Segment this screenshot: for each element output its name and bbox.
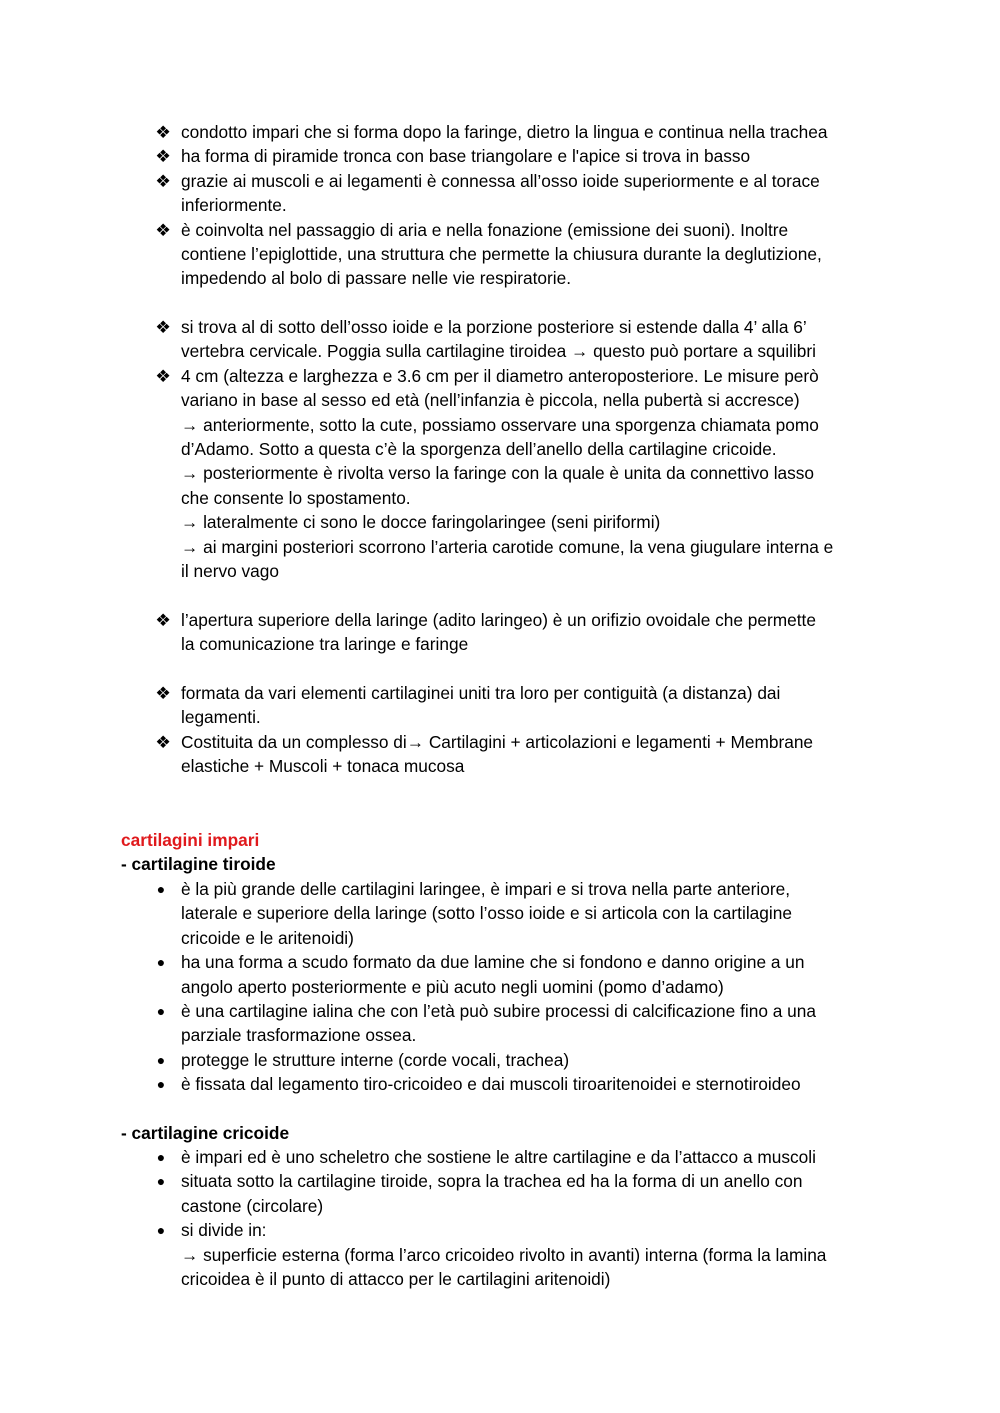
tiroide-heading: - cartilagine tiroide: [121, 854, 276, 874]
bullet-group-intro: [0, 120, 1000, 291]
section-title: cartilagini impari: [121, 830, 260, 850]
text-line: l’apertura superiore della laringe (adito laringeo) è un orifizio ovoidale che permette: [181, 610, 816, 630]
list-item: [0, 169, 1000, 218]
text-line: variano in base al sesso ed età (nell’infanzia è piccola, nella pubertà si accresce): [181, 390, 800, 411]
text-line: è una cartilagine ialina che con l’età può subire processi di calcificazione fino a una: [181, 1001, 816, 1022]
dot-bullet-icon: ●: [156, 1051, 166, 1068]
text-line: parziale trasformazione ossea.: [181, 1025, 417, 1046]
list-item: [0, 681, 1000, 730]
dot-bullet-icon: ●: [156, 1003, 166, 1020]
text-line: Costituita da un complesso di→ Cartilagini + articolazioni e legamenti + Membrane: [181, 731, 814, 752]
list-item: [0, 315, 1000, 364]
text-line: che consente lo spostamento.: [181, 487, 411, 508]
list-item: [0, 999, 1000, 1048]
text-line: è impari ed è uno scheletro che sostiene le altre cartilagine e da l’attacco a muscoli: [181, 1147, 816, 1167]
bullet-group-structure: [0, 681, 1000, 779]
text-line: la comunicazione tra laringe e faringe: [181, 634, 469, 655]
text-line: → ai margini posteriori scorrono l’arteria carotide comune, la vena giugulare interna e: [181, 536, 834, 557]
list-item: [0, 608, 1000, 657]
list-item: [0, 730, 1000, 779]
dot-bullet-icon: ●: [156, 1173, 166, 1190]
text-line: si divide in:: [181, 1220, 267, 1241]
list-item: [0, 1218, 1000, 1291]
cricoide-list: [0, 1145, 1000, 1291]
cricoide-heading: - cartilagine cricoide: [121, 1123, 290, 1143]
text-line: grazie ai muscoli e ai legamenti è connessa all’osso ioide superiormente e al torace: [181, 170, 820, 191]
text-line: ha forma di piramide tronca con base triangolare e l'apice si trova in basso: [181, 146, 751, 167]
text-line: si trova al di sotto dell’osso ioide e la porzione posteriore si estende dalla 4’ alla 6’: [181, 317, 807, 337]
diamond-bullet-icon: ❖: [155, 731, 171, 752]
text-line: protegge le strutture interne (corde vocali, trachea): [181, 1049, 570, 1070]
text-line: impedendo al bolo di passare nelle vie respiratorie.: [181, 268, 572, 289]
list-item: [0, 1048, 1000, 1072]
text-line: è fissata dal legamento tiro-cricoideo e dai muscoli tiroaritenoidei e sternotiroideo: [181, 1074, 801, 1095]
diamond-bullet-icon: ❖: [155, 683, 171, 703]
dot-bullet-icon: ●: [156, 1222, 166, 1239]
tiroide-list: [0, 877, 1000, 1097]
text-line: formata da vari elementi cartilaginei uniti tra loro per contiguità (a distanza) dai: [181, 683, 781, 703]
text-line: laterale e superiore della laringe (sotto l’osso ioide e si articola con la cartilagine: [181, 903, 792, 924]
diamond-bullet-icon: ❖: [155, 219, 171, 240]
diamond-bullet-icon: ❖: [155, 122, 171, 142]
list-item: [0, 120, 1000, 144]
text-line: vertebra cervicale. Poggia sulla cartilagine tiroidea → questo può portare a squilibri: [181, 341, 816, 362]
dot-bullet-icon: ●: [156, 1076, 166, 1093]
text-line: è la più grande delle cartilagini laringee, è impari e si trova nella parte anteriore,: [181, 879, 791, 899]
text-line: il nervo vago: [181, 561, 279, 582]
text-line: ha una forma a scudo formato da due lamine che si fondono e danno origine a un: [181, 952, 805, 973]
text-line: cricoide e le aritenoidi): [181, 927, 354, 948]
bullet-group-position: [0, 315, 1000, 583]
dot-bullet-icon: ●: [156, 1149, 166, 1165]
text-line: è coinvolta nel passaggio di aria e nella fonazione (emissione dei suoni). Inoltre: [181, 219, 789, 240]
diamond-bullet-icon: ❖: [155, 170, 171, 191]
text-line: contiene l’epiglottide, una struttura che permette la chiusura durante la deglutizione,: [181, 244, 822, 265]
text-line: angolo aperto posteriormente e più acuto negli uomini (pomo d’adamo): [181, 976, 724, 997]
list-item: [0, 218, 1000, 291]
list-item: [0, 950, 1000, 999]
list-item: [0, 1072, 1000, 1096]
bullet-group-aperture: [0, 608, 1000, 657]
text-line: → posteriormente è rivolta verso la faringe con la quale è unita da connettivo lasso: [181, 463, 815, 484]
diamond-bullet-icon: ❖: [155, 146, 171, 167]
list-item: [0, 1145, 1000, 1169]
list-item: [0, 1169, 1000, 1218]
text-line: → superficie esterna (forma l’arco cricoideo rivolto in avanti) interna (forma la lamina: [181, 1244, 827, 1265]
list-item: [0, 877, 1000, 950]
text-line: situata sotto la cartilagine tiroide, sopra la trachea ed ha la forma di un anello con: [181, 1171, 803, 1192]
text-line: 4 cm (altezza e larghezza e 3.6 cm per il diametro anteroposteriore. Le misure però: [181, 365, 819, 386]
dot-bullet-icon: ●: [156, 954, 166, 971]
text-line: inferiormente.: [181, 195, 287, 216]
diamond-bullet-icon: ❖: [155, 610, 171, 630]
list-item: [0, 364, 1000, 584]
text-line: legamenti.: [181, 707, 261, 728]
text-line: cricoidea è il punto di attacco per le cartilagini aritenoidi): [181, 1269, 611, 1290]
text-line: → lateralmente ci sono le docce faringolaringee (seni piriformi): [181, 512, 661, 533]
diamond-bullet-icon: ❖: [155, 365, 171, 386]
text-line: condotto impari che si forma dopo la faringe, dietro la lingua e continua nella trachea: [181, 122, 828, 142]
list-item: [0, 144, 1000, 168]
text-line: castone (circolare): [181, 1195, 324, 1216]
text-line: → anteriormente, sotto la cute, possiamo osservare una sporgenza chiamata pomo: [181, 414, 819, 435]
text-line: d’Adamo. Sotto a questa c’è la sporgenza dell’anello della cartilagine cricoide.: [181, 439, 777, 460]
text-line: elastiche + Muscoli + tonaca mucosa: [181, 756, 465, 777]
dot-bullet-icon: ●: [156, 881, 166, 897]
diamond-bullet-icon: ❖: [155, 317, 171, 337]
